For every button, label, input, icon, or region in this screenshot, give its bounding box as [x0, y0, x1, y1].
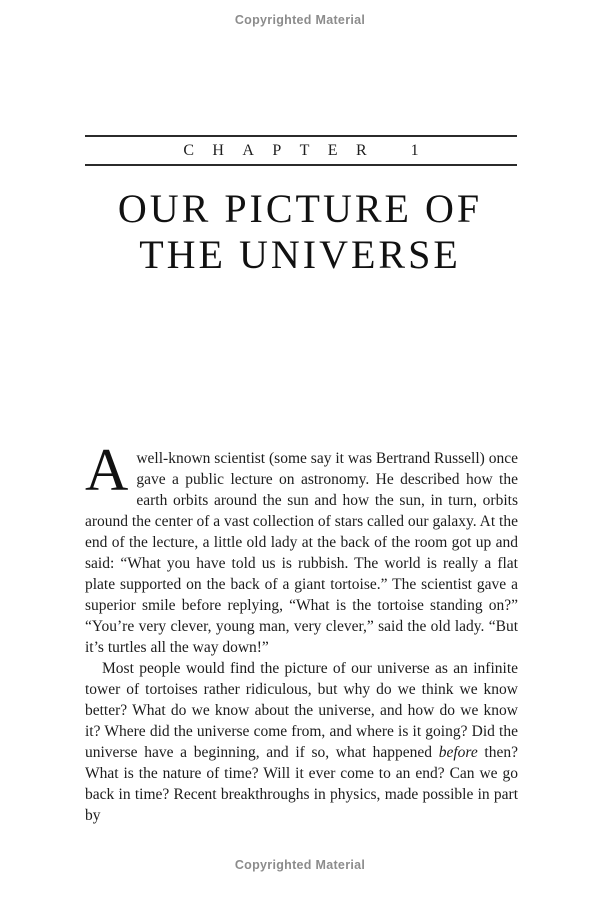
body-text — [85, 437, 518, 826]
paragraph-second-italic-word: before — [438, 744, 478, 761]
drop-cap: A — [85, 437, 129, 503]
paragraph-second-text-1: Most people would find the picture of our universe as an infinite tower of tortoises rather ridiculous, but why do we think we know better? What do we know about the universe, and how do we know it? Where did the universe come from, and where is it going? Did the universe have a beginning, and if so, what happened — [85, 660, 518, 761]
copyright-notice-bottom: Copyrighted Material — [234, 858, 366, 872]
page-title — [0, 186, 600, 278]
paragraph-second — [85, 658, 518, 826]
paragraph-opening-text: well-known scientist (some say it was Bertrand Russell) once gave a public lecture on astronomy. He described how the earth orbits around the sun and how the sun, in turn, orbits around the center of a vast collection of stars called our galaxy. At the end of the lecture, a little old lady at the back of the room got up and said: “What you have told us is rubbish. The world is really a flat plate supported on the back of a giant tortoise.” The scientist gave a superior smile before replying, “What is the tortoise standing on?” “You’re very clever, young man, very clever,” said the old lady. “But it’s turtles all the way down!” — [85, 450, 518, 656]
chapter-label: CHAPTER — [183, 142, 386, 159]
page-title-line-2: THE UNIVERSE — [139, 232, 461, 277]
chapter-number: 1 — [410, 142, 419, 159]
paragraph-opening — [85, 437, 518, 658]
copyright-notice-top: Copyrighted Material — [234, 13, 366, 27]
paragraph-second-text-2: then? What is the nature of time? Will it ever come to an end? Can we go back in time? Recent breakthroughs in physics, made possible in part by — [85, 744, 518, 824]
page-title-line-1: OUR PICTURE OF — [117, 186, 483, 231]
chapter-header — [85, 135, 517, 166]
